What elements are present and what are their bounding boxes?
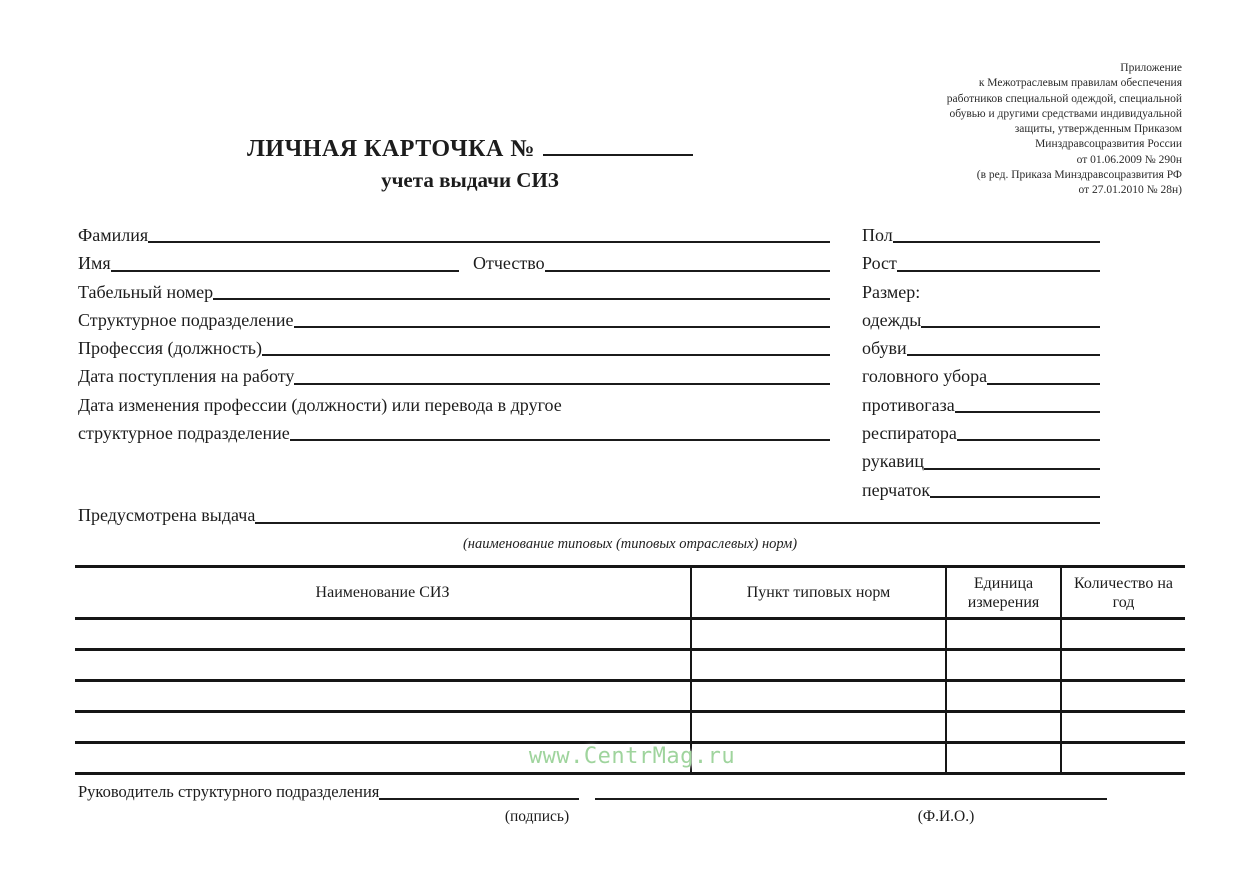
clothing-size-label: одежды [862,309,922,330]
table-cell [75,651,690,679]
table-cell [1060,713,1185,741]
blank-line [924,468,1100,470]
surname-label: Фамилия [78,225,149,245]
table-cell [945,713,1060,741]
page-subtitle: учета выдачи СИЗ [381,168,559,192]
header-qty-per-year: Количество на год [1060,568,1185,617]
field-hire-date [78,362,830,390]
change-date-label-line2: структурное подразделение [78,423,290,444]
watermark: www.CentrMag.ru [528,744,736,769]
blank-line [294,383,830,385]
field-size-mittens [862,447,1100,475]
footwear-size-label: обуви [862,338,907,359]
appendix-line: Приложение [1120,62,1182,74]
table-cell [1060,620,1185,648]
field-height [862,249,1100,277]
fullname-caption: (Ф.И.О.) [917,808,975,825]
appendix-line: обувью и другими средствами индивидуальной [949,107,1182,120]
blank-line [213,298,830,300]
appendix-note [802,61,1182,199]
change-date-label-line1: Дата изменения профессии (должности) или перевода в другое [78,394,562,415]
table-cell [945,620,1060,648]
signature-caption: (подпись) [504,808,570,825]
table-cell [1060,682,1185,710]
signature-blank [379,798,579,800]
blank-line [930,496,1100,498]
sizes-fields [862,221,1100,504]
table-row [75,713,1185,744]
field-size-gas-mask [862,391,1100,419]
size-label: Размер: [862,281,921,302]
blank-line [255,522,1100,524]
fullname-blank [595,798,1107,800]
table-cell [690,620,945,648]
field-size-gloves [862,476,1100,504]
field-size-headgear [862,362,1100,390]
height-label: Рост [862,253,897,274]
blank-line [111,270,459,272]
field-size-clothing [862,306,1100,334]
personal-data-fields [78,221,830,447]
appendix-line: от 27.01.2010 № 28н) [1078,184,1182,197]
blank-line [262,354,830,356]
field-change-date-line2 [78,419,830,447]
table-cell [690,713,945,741]
field-name [78,249,459,277]
hire-date-label: Дата поступления на работу [78,366,295,387]
blank-line [290,439,830,441]
field-supervisor-signature [78,780,1107,804]
issue-caption: (наименование типовых (типовых отраслевых) норм) [462,536,798,552]
table-cell [75,620,690,648]
blank-line [957,439,1100,441]
issue-label: Предусмотрена выдача [78,505,256,525]
card-number-blank [543,130,693,156]
table-cell [945,744,1060,772]
table-header-row [75,568,1185,620]
header-norm-point: Пункт типовых норм [690,568,945,617]
header-unit: Единица измерения [945,568,1060,617]
appendix-line: (в ред. Приказа Минздравсоцразвития РФ [976,169,1182,182]
table-cell [690,651,945,679]
respirator-size-label: респиратора [862,423,957,444]
field-name-patronymic [78,249,830,277]
table-cell [945,682,1060,710]
field-profession [78,334,830,362]
blank-line [907,354,1100,356]
field-patronymic [473,249,830,277]
profession-label: Профессия (должность) [78,338,262,359]
appendix-line: от 01.06.2009 № 290н [1076,153,1182,166]
name-label: Имя [78,253,111,274]
appendix-line: работников специальной одеждой, специальной [946,92,1182,105]
blank-line [545,270,830,272]
field-change-date-line1 [78,391,830,419]
field-size-footwear [862,334,1100,362]
mittens-size-label: рукавиц [862,451,924,472]
table-cell [75,682,690,710]
patronymic-label: Отчество [473,253,545,274]
table-row [75,620,1185,651]
blank-line [987,383,1100,385]
blank-line [148,241,830,243]
blank-line [294,326,830,328]
blank-line [955,411,1100,413]
field-size-respirator [862,419,1100,447]
blank-line [921,326,1100,328]
headgear-size-label: головного убора [862,366,988,387]
field-personnel-number [78,278,830,306]
appendix-line: Минздравсоцразвития России [1035,138,1182,151]
table-cell [75,713,690,741]
header-ppe-name: Наименование СИЗ [315,584,450,601]
supervisor-label: Руководитель структурного подразделения [78,782,380,801]
appendix-line: к Межотраслевым правилам обеспечения [978,77,1182,90]
page-title: ЛИЧНАЯ КАРТОЧКА № [247,136,535,162]
gloves-size-label: перчаток [862,479,931,500]
field-surname [78,221,830,249]
table-cell [1060,744,1185,772]
table-row [75,651,1185,682]
table-cell [1060,651,1185,679]
table-row [75,682,1185,713]
field-department [78,306,830,334]
table-cell [690,682,945,710]
blank-line [897,270,1100,272]
blank-line [893,241,1100,243]
field-gender [862,221,1100,249]
table-cell [945,651,1060,679]
gas-mask-size-label: противогаза [862,394,955,415]
field-issue-norms [78,501,1100,529]
department-label: Структурное подразделение [78,309,294,330]
form-title [150,130,790,193]
size-header [862,278,1100,306]
gender-label: Пол [862,225,893,245]
appendix-line: защиты, утвержденным Приказом [1014,123,1182,136]
personnel-number-label: Табельный номер [78,281,214,302]
